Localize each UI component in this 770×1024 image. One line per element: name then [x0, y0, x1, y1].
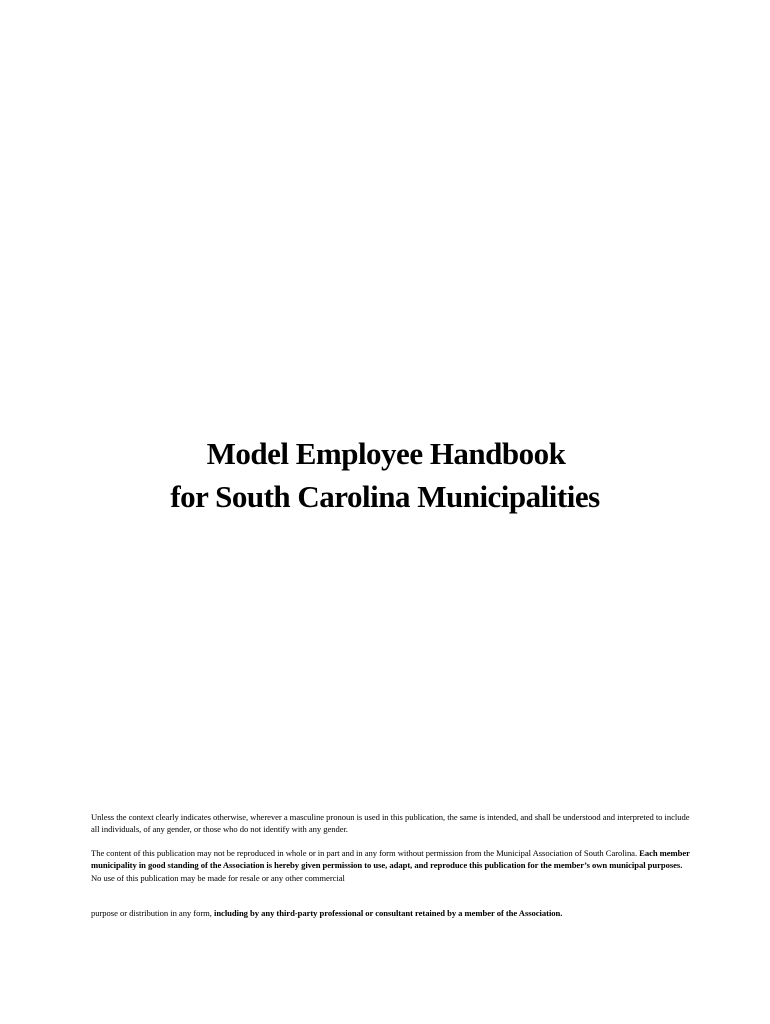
permission-text-end: No use of this publication may be made for resale or any other commercial [91, 872, 345, 883]
permission-notice [91, 847, 691, 884]
title-block [0, 432, 770, 518]
permission-text-start: The content of this publication may not be reproduced in whole or in part and in any form without permission from the Municipal Association of South Carolina. [91, 848, 640, 858]
permission-notice-text [91, 847, 691, 884]
gender-notice-text: Unless the context clearly indicates otherwise, wherever a masculine pronoun is used in this publication, the same is intended, and shall be understood and interpreted to include all individuals, of any gender, or those who do not identify with any gender. [91, 812, 690, 835]
distribution-text-start: purpose or distribution in any form, [91, 908, 214, 918]
permission-bold-text: Each member municipality in good standing of the Association is hereby given permission to use, adapt, and reproduce this publication for the member’s own municipal purposes. [91, 848, 690, 871]
gender-notice [91, 811, 691, 836]
distribution-notice-text [91, 907, 691, 919]
document-title: Model Employee Handbook [206, 436, 566, 471]
distribution-notice [91, 907, 691, 919]
document-subtitle: for South Carolina Municipalities [170, 479, 600, 514]
distribution-bold-text: including by any third-party professional or consultant retained by a member of the Association. [213, 908, 563, 918]
